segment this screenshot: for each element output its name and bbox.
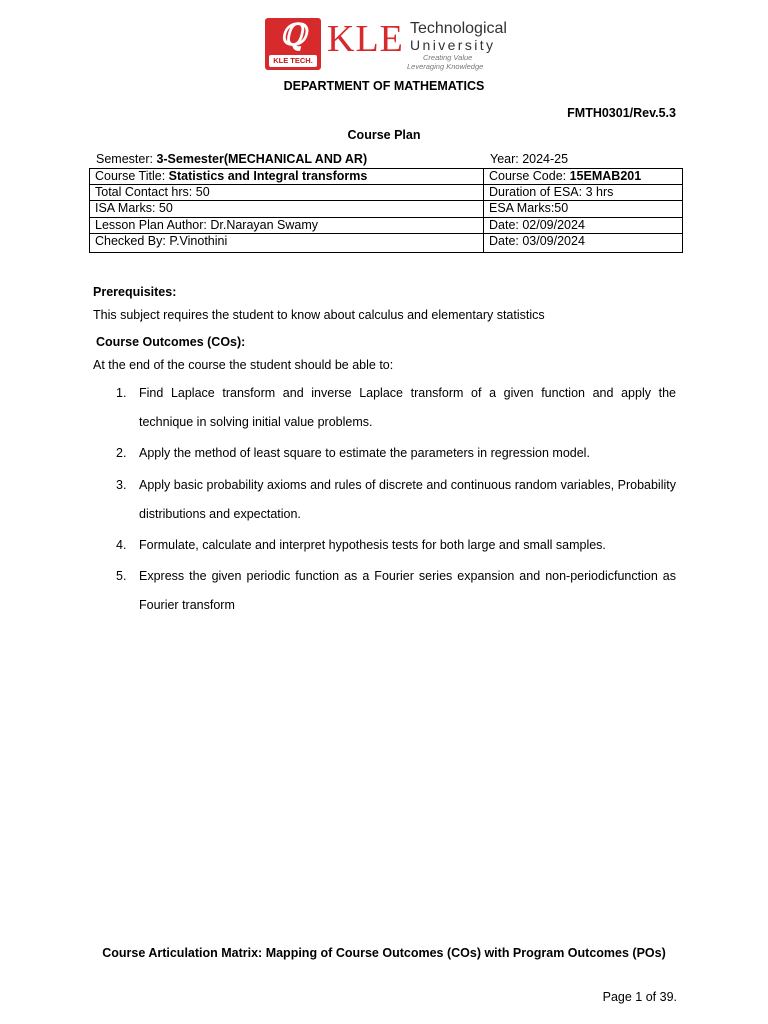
- list-item: [116, 439, 676, 468]
- year-line: Year: 2024-25: [490, 152, 569, 166]
- semester-label: Semester:: [96, 152, 157, 166]
- list-item: [116, 562, 676, 619]
- list-item: [116, 471, 676, 528]
- page-number: Page 1 of 39.: [602, 990, 677, 1004]
- list-item-number: 3.: [116, 478, 127, 492]
- university-logo: [265, 18, 505, 72]
- isa-marks-cell: ISA Marks: 50: [90, 201, 484, 217]
- course-code-label: Course Code:: [489, 169, 570, 183]
- logo-line2: University: [410, 37, 496, 53]
- table-row: [90, 217, 683, 233]
- list-item: [116, 531, 676, 560]
- list-item-number: 1.: [116, 386, 127, 400]
- course-code-cell: [484, 169, 683, 185]
- esa-duration-cell: Duration of ESA: 3 hrs: [484, 185, 683, 201]
- author-cell: Lesson Plan Author: Dr.Narayan Swamy: [90, 217, 484, 233]
- table-row: [90, 169, 683, 185]
- logo-tagline-2: Leveraging Knowledge: [407, 62, 484, 71]
- list-item-text: Apply basic probability axioms and rules of discrete and continuous random variables, Probability distributions and expectation.: [139, 478, 676, 521]
- esa-marks-cell: ESA Marks:50: [484, 201, 683, 217]
- list-item-text: Formulate, calculate and interpret hypothesis tests for both large and small samples.: [139, 538, 606, 552]
- contact-hrs-cell: Total Contact hrs: 50: [90, 185, 484, 201]
- list-item: [116, 379, 676, 436]
- document-number: FMTH0301/Rev.5.3: [567, 106, 676, 120]
- logo-mark-icon: ℚ: [279, 18, 307, 53]
- course-outcomes-intro: At the end of the course the student should be able to:: [93, 358, 394, 372]
- list-item-number: 2.: [116, 446, 127, 460]
- logo-tagline-1: Creating Value: [423, 53, 473, 62]
- semester-value: 3-Semester(MECHANICAL AND AR): [156, 152, 368, 166]
- checked-date-cell: Date: 03/09/2024: [484, 233, 683, 252]
- logo-line1: Technological: [410, 20, 507, 37]
- department-heading: DEPARTMENT OF MATHEMATICS: [283, 79, 485, 93]
- logo-badge-text: KLE TECH.: [269, 55, 317, 67]
- checked-by-cell: Checked By: P.Vinothini: [90, 233, 484, 252]
- semester-line: [96, 152, 367, 166]
- list-item-number: 5.: [116, 569, 127, 583]
- prerequisites-heading: Prerequisites:: [93, 285, 177, 299]
- course-outcomes-heading: Course Outcomes (COs):: [96, 335, 246, 349]
- course-title-value: Statistics and Integral transforms: [168, 169, 368, 183]
- table-row: [90, 201, 683, 217]
- list-item-number: 4.: [116, 538, 127, 552]
- course-code-value: 15EMAB201: [569, 169, 642, 183]
- list-item-text: Apply the method of least square to estimate the parameters in regression model.: [139, 446, 590, 460]
- table-row: [90, 185, 683, 201]
- table-row: [90, 233, 683, 252]
- prerequisites-text: This subject requires the student to know about calculus and elementary statistics: [93, 308, 545, 322]
- course-title-cell: [90, 169, 484, 185]
- logo-badge: [265, 18, 321, 70]
- list-item-text: Find Laplace transform and inverse Laplace transform of a given function and apply the technique in solving initial value problems.: [139, 386, 676, 429]
- list-item-text: Express the given periodic function as a Fourier series expansion and non-periodicfunction as Fourier transform: [139, 569, 676, 612]
- course-title-label: Course Title:: [95, 169, 169, 183]
- author-date-cell: Date: 02/09/2024: [484, 217, 683, 233]
- course-plan-table: [89, 168, 683, 253]
- section-title: Course Plan: [347, 128, 421, 142]
- logo-brand: KLE: [327, 18, 404, 60]
- articulation-matrix-heading: Course Articulation Matrix: Mapping of Course Outcomes (COs) with Program Outcomes (POs): [102, 946, 666, 960]
